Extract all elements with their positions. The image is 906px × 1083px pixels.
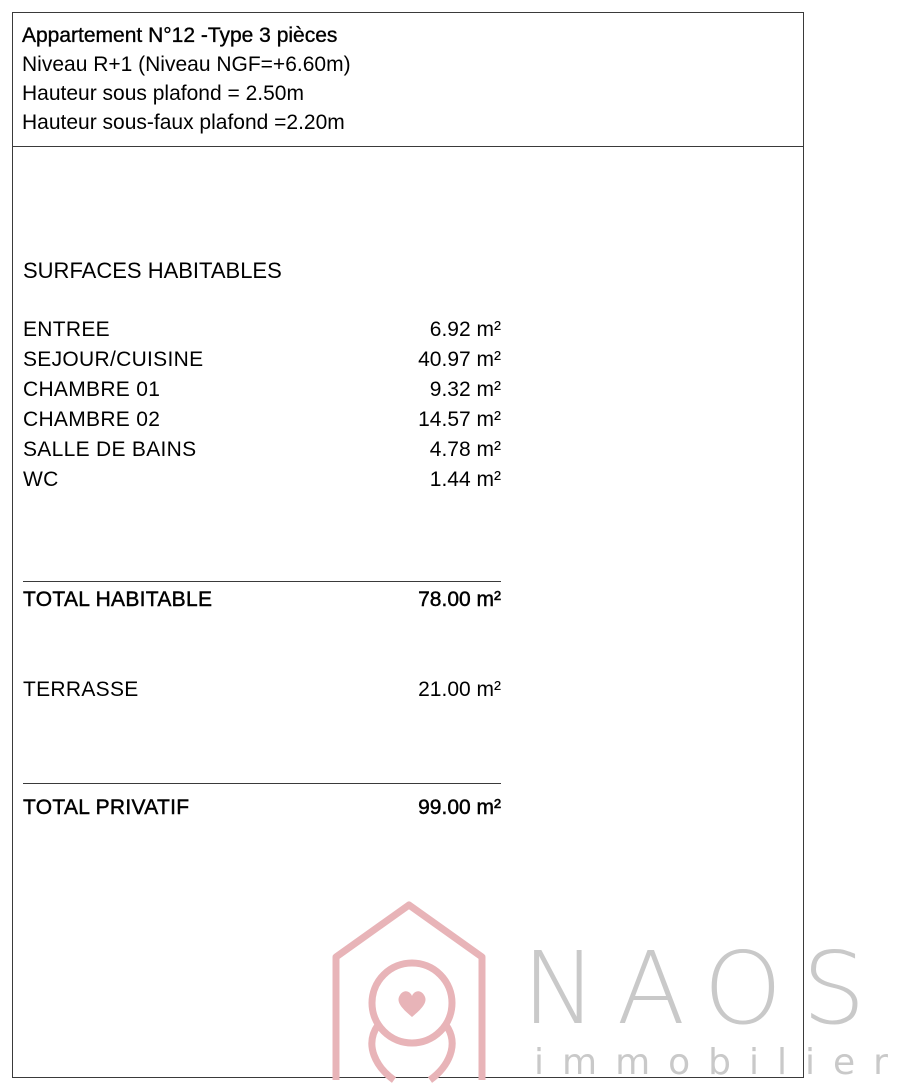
room-row — [23, 315, 501, 345]
total-habitable-label: TOTAL HABITABLE — [23, 588, 213, 611]
terrasse-label: TERRASSE — [23, 678, 139, 701]
total-habitable-area: 78.00 m² — [418, 588, 501, 611]
apartment-header — [13, 13, 803, 147]
room-label: SEJOUR/CUISINE — [23, 348, 204, 371]
room-label: CHAMBRE 01 — [23, 378, 161, 401]
total-privatif-area: 99.00 m² — [418, 796, 501, 819]
room-area: 9.32 m² — [429, 378, 501, 401]
level-info: Niveau R+1 (Niveau NGF=+6.60m) — [22, 53, 351, 76]
room-row — [23, 405, 501, 435]
room-label: WC — [23, 468, 59, 491]
house-heart-logo-icon — [316, 895, 506, 1080]
total-privatif-row — [23, 793, 501, 823]
terrasse-row — [23, 675, 501, 705]
room-area: 6.92 m² — [429, 318, 501, 341]
room-area: 4.78 m² — [429, 438, 501, 461]
room-label: ENTREE — [23, 318, 110, 341]
room-row — [23, 345, 501, 375]
room-row — [23, 465, 501, 495]
surfaces-title: SURFACES HABITABLES — [23, 258, 282, 283]
false-ceiling-height: Hauteur sous-faux plafond =2.20m — [22, 111, 345, 134]
room-area: 40.97 m² — [418, 348, 501, 371]
naos-watermark — [316, 895, 906, 1083]
total-habitable-row — [23, 585, 501, 615]
total-privatif-label: TOTAL PRIVATIF — [23, 796, 190, 819]
ceiling-height: Hauteur sous plafond = 2.50m — [22, 82, 304, 105]
total-divider — [23, 581, 501, 582]
room-area: 14.57 m² — [418, 408, 501, 431]
apartment-title: Appartement N°12 -Type 3 pièces — [22, 24, 338, 47]
watermark-subtitle: immobilier — [534, 1042, 906, 1083]
watermark-brand: NAOS — [522, 930, 886, 1047]
room-label: SALLE DE BAINS — [23, 438, 197, 461]
room-row — [23, 435, 501, 465]
room-area: 1.44 m² — [429, 468, 501, 491]
total-divider — [23, 783, 501, 784]
terrasse-area: 21.00 m² — [418, 678, 501, 701]
room-row — [23, 375, 501, 405]
room-label: CHAMBRE 02 — [23, 408, 161, 431]
